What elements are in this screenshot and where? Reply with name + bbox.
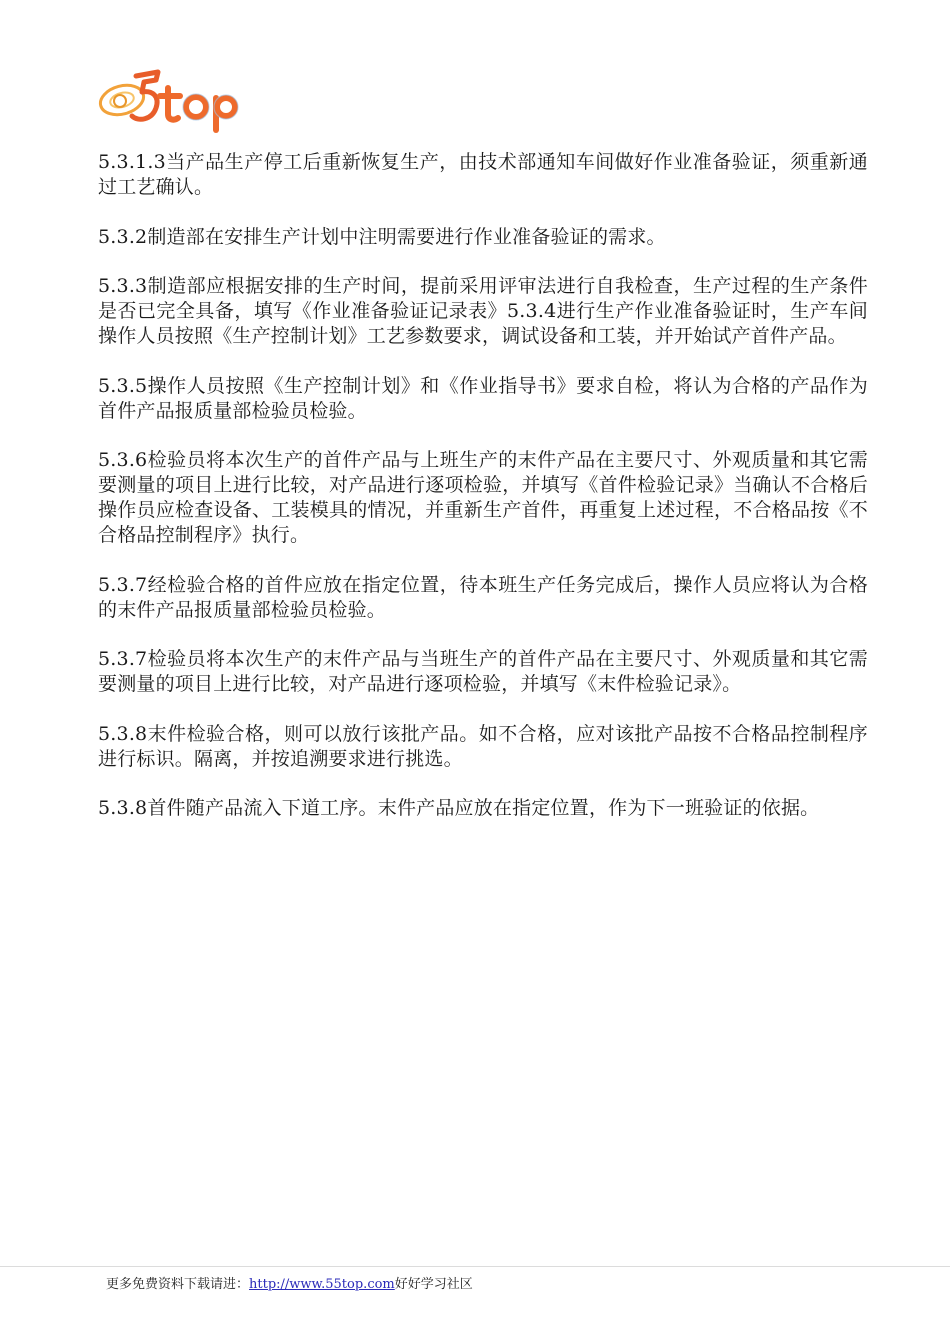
footer xyxy=(106,1276,473,1294)
paragraph-5-3-7-a: 5.3.7经检验合格的首件应放在指定位置，待本班生产任务完成后，操作人员应将认为合格的末件产品报质量部检验员检验。 xyxy=(98,573,868,621)
paragraph-5-3-2: 5.3.2制造部在安排生产计划中注明需要进行作业准备验证的需求。 xyxy=(98,225,666,248)
footer-divider xyxy=(0,1266,950,1267)
paragraph-5-3-8-b: 5.3.8首件随产品流入下道工序。末件产品应放在指定位置，作为下一班验证的依据。 xyxy=(98,797,820,819)
document-body xyxy=(98,150,868,846)
paragraph-5-3-1-3: 5.3.1.3当产品生产停工后重新恢复生产，由技术部通知车间做好作业准备验证，须重新通过工艺确认。 xyxy=(98,151,868,198)
footer-prefix: 更多免费资料下载请进： xyxy=(106,1277,250,1292)
paragraph-5-3-3: 5.3.3制造部应根据安排的生产时间，提前采用评审法进行自我检查，生产过程的生产条件是否已完全具备，填写《作业准备验证记录表》5.3.4进行生产作业准备验证时，生产车间操作人员按照《生产控制计划》工艺参数要求，调试设备和工装，并开始试产首件产品。 xyxy=(98,275,868,347)
paragraph-5-3-6: 5.3.6检验员将本次生产的首件产品与上班生产的末件产品在主要尺寸、外观质量和其它需要测量的项目上进行比较，对产品进行逐项检验，并填写《首件检验记录》当确认不合格后操作员应检查设备、工装模具的情况，并重新生产首件，再重复上述过程，不合格品按《不合格品控制程序》执行。 xyxy=(98,449,868,546)
paragraph-5-3-7-b: 5.3.7检验员将本次生产的末件产品与当班生产的首件产品在主要尺寸、外观质量和其它需要测量的项目上进行比较，对产品进行逐项检验，并填写《末件检验记录》。 xyxy=(98,648,868,695)
paragraph-5-3-5: 5.3.5操作人员按照《生产控制计划》和《作业指导书》要求自检，将认为合格的产品作为首件产品报质量部检验员检验。 xyxy=(98,374,868,422)
footer-suffix: 好好学习社区 xyxy=(394,1277,473,1292)
paragraph-5-3-8-a: 5.3.8末件检验合格，则可以放行该批产品。如不合格，应对该批产品按不合格品控制程序进行标识。隔离，并按追溯要求进行挑选。 xyxy=(98,722,868,770)
site-logo xyxy=(96,64,246,136)
site-logo-graphic xyxy=(96,64,246,136)
footer-link[interactable]: http://www.55top.com xyxy=(249,1277,395,1292)
